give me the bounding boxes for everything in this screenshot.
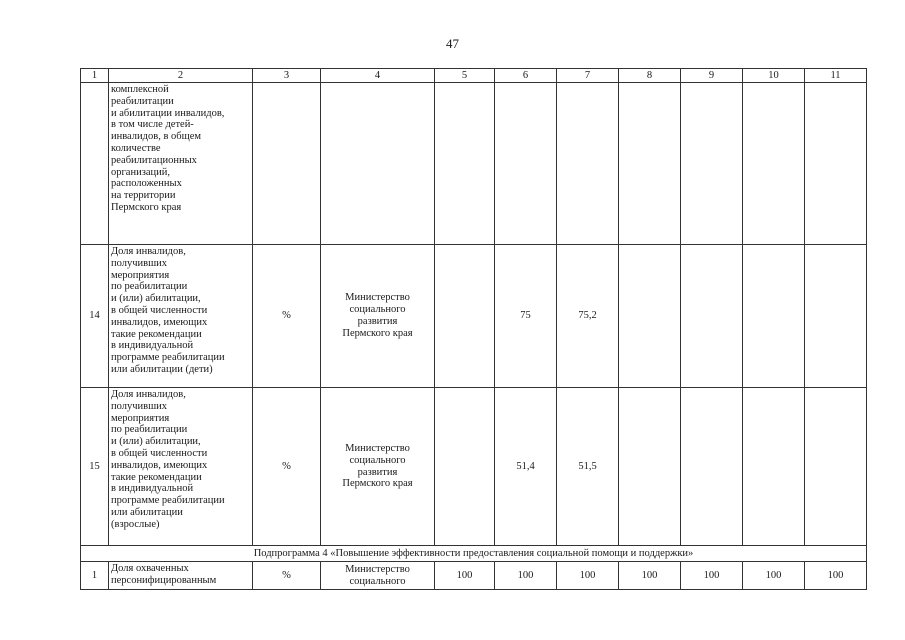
unit-cell: %: [253, 245, 321, 388]
header-cell: 1: [81, 69, 109, 83]
subprogram-title: Подпрограмма 4 «Повышение эффективности предоставления социальной помощи и поддержки»: [81, 546, 867, 562]
row-number: 1: [81, 562, 109, 590]
indicator-description: Доля инвалидов, получивших мероприятия по реабилитации и (или) абилитации, в общей численности инвалидов, имеющих такие рекомендации в индивидуальной программе реабилитации или абилитации (взрослые): [109, 388, 253, 546]
header-cell: 4: [321, 69, 435, 83]
value-cell: [743, 388, 805, 546]
value-cell: [619, 83, 681, 245]
row-number: [81, 83, 109, 245]
value-cell: 100: [743, 562, 805, 590]
value-cell: [805, 83, 867, 245]
value-cell: [495, 83, 557, 245]
value-cell: 100: [805, 562, 867, 590]
value-cell: 100: [681, 562, 743, 590]
value-cell: [557, 83, 619, 245]
value-cell: 75: [495, 245, 557, 388]
table-row: [81, 245, 867, 388]
value-cell: 51,4: [495, 388, 557, 546]
org-cell: [321, 83, 435, 245]
indicators-table: [80, 68, 867, 590]
header-cell: 10: [743, 69, 805, 83]
row-number: 14: [81, 245, 109, 388]
unit-cell: [253, 83, 321, 245]
value-cell: [681, 83, 743, 245]
subprogram-row: [81, 546, 867, 562]
table-row: [81, 562, 867, 590]
table-row: [81, 388, 867, 546]
value-cell: [805, 388, 867, 546]
value-cell: [435, 388, 495, 546]
value-cell: [435, 83, 495, 245]
value-cell: 100: [435, 562, 495, 590]
header-cell: 6: [495, 69, 557, 83]
value-cell: 100: [619, 562, 681, 590]
unit-cell: %: [253, 388, 321, 546]
value-cell: [743, 245, 805, 388]
header-cell: 9: [681, 69, 743, 83]
value-cell: 100: [557, 562, 619, 590]
header-cell: 7: [557, 69, 619, 83]
value-cell: [805, 245, 867, 388]
header-cell: 5: [435, 69, 495, 83]
header-cell: 2: [109, 69, 253, 83]
value-cell: 75,2: [557, 245, 619, 388]
header-cell: 3: [253, 69, 321, 83]
unit-cell: %: [253, 562, 321, 590]
value-cell: [619, 245, 681, 388]
row-number: 15: [81, 388, 109, 546]
header-cell: 11: [805, 69, 867, 83]
table-row: [81, 83, 867, 245]
value-cell: [681, 388, 743, 546]
value-cell: [743, 83, 805, 245]
indicator-description: Доля инвалидов, получивших мероприятия по реабилитации и (или) абилитации, в общей численности инвалидов, имеющих такие рекомендации в индивидуальной программе реабилитации или абилитации (дети): [109, 245, 253, 388]
table-header-row: [81, 69, 867, 83]
org-cell: Министерство социального развития Пермского края: [321, 245, 435, 388]
value-cell: [619, 388, 681, 546]
indicator-description: Доля охваченных персонифицированным: [109, 562, 253, 590]
value-cell: [681, 245, 743, 388]
value-cell: [435, 245, 495, 388]
org-cell: Министерство социального развития Пермского края: [321, 388, 435, 546]
org-cell: Министерство социального: [321, 562, 435, 590]
page-number: 47: [446, 36, 459, 51]
indicator-description: комплексной реабилитации и абилитации инвалидов, в том числе детей- инвалидов, в общем количестве реабилитационных организаций, расположенных на территории Пермского края: [109, 83, 253, 245]
header-cell: 8: [619, 69, 681, 83]
value-cell: 100: [495, 562, 557, 590]
value-cell: 51,5: [557, 388, 619, 546]
